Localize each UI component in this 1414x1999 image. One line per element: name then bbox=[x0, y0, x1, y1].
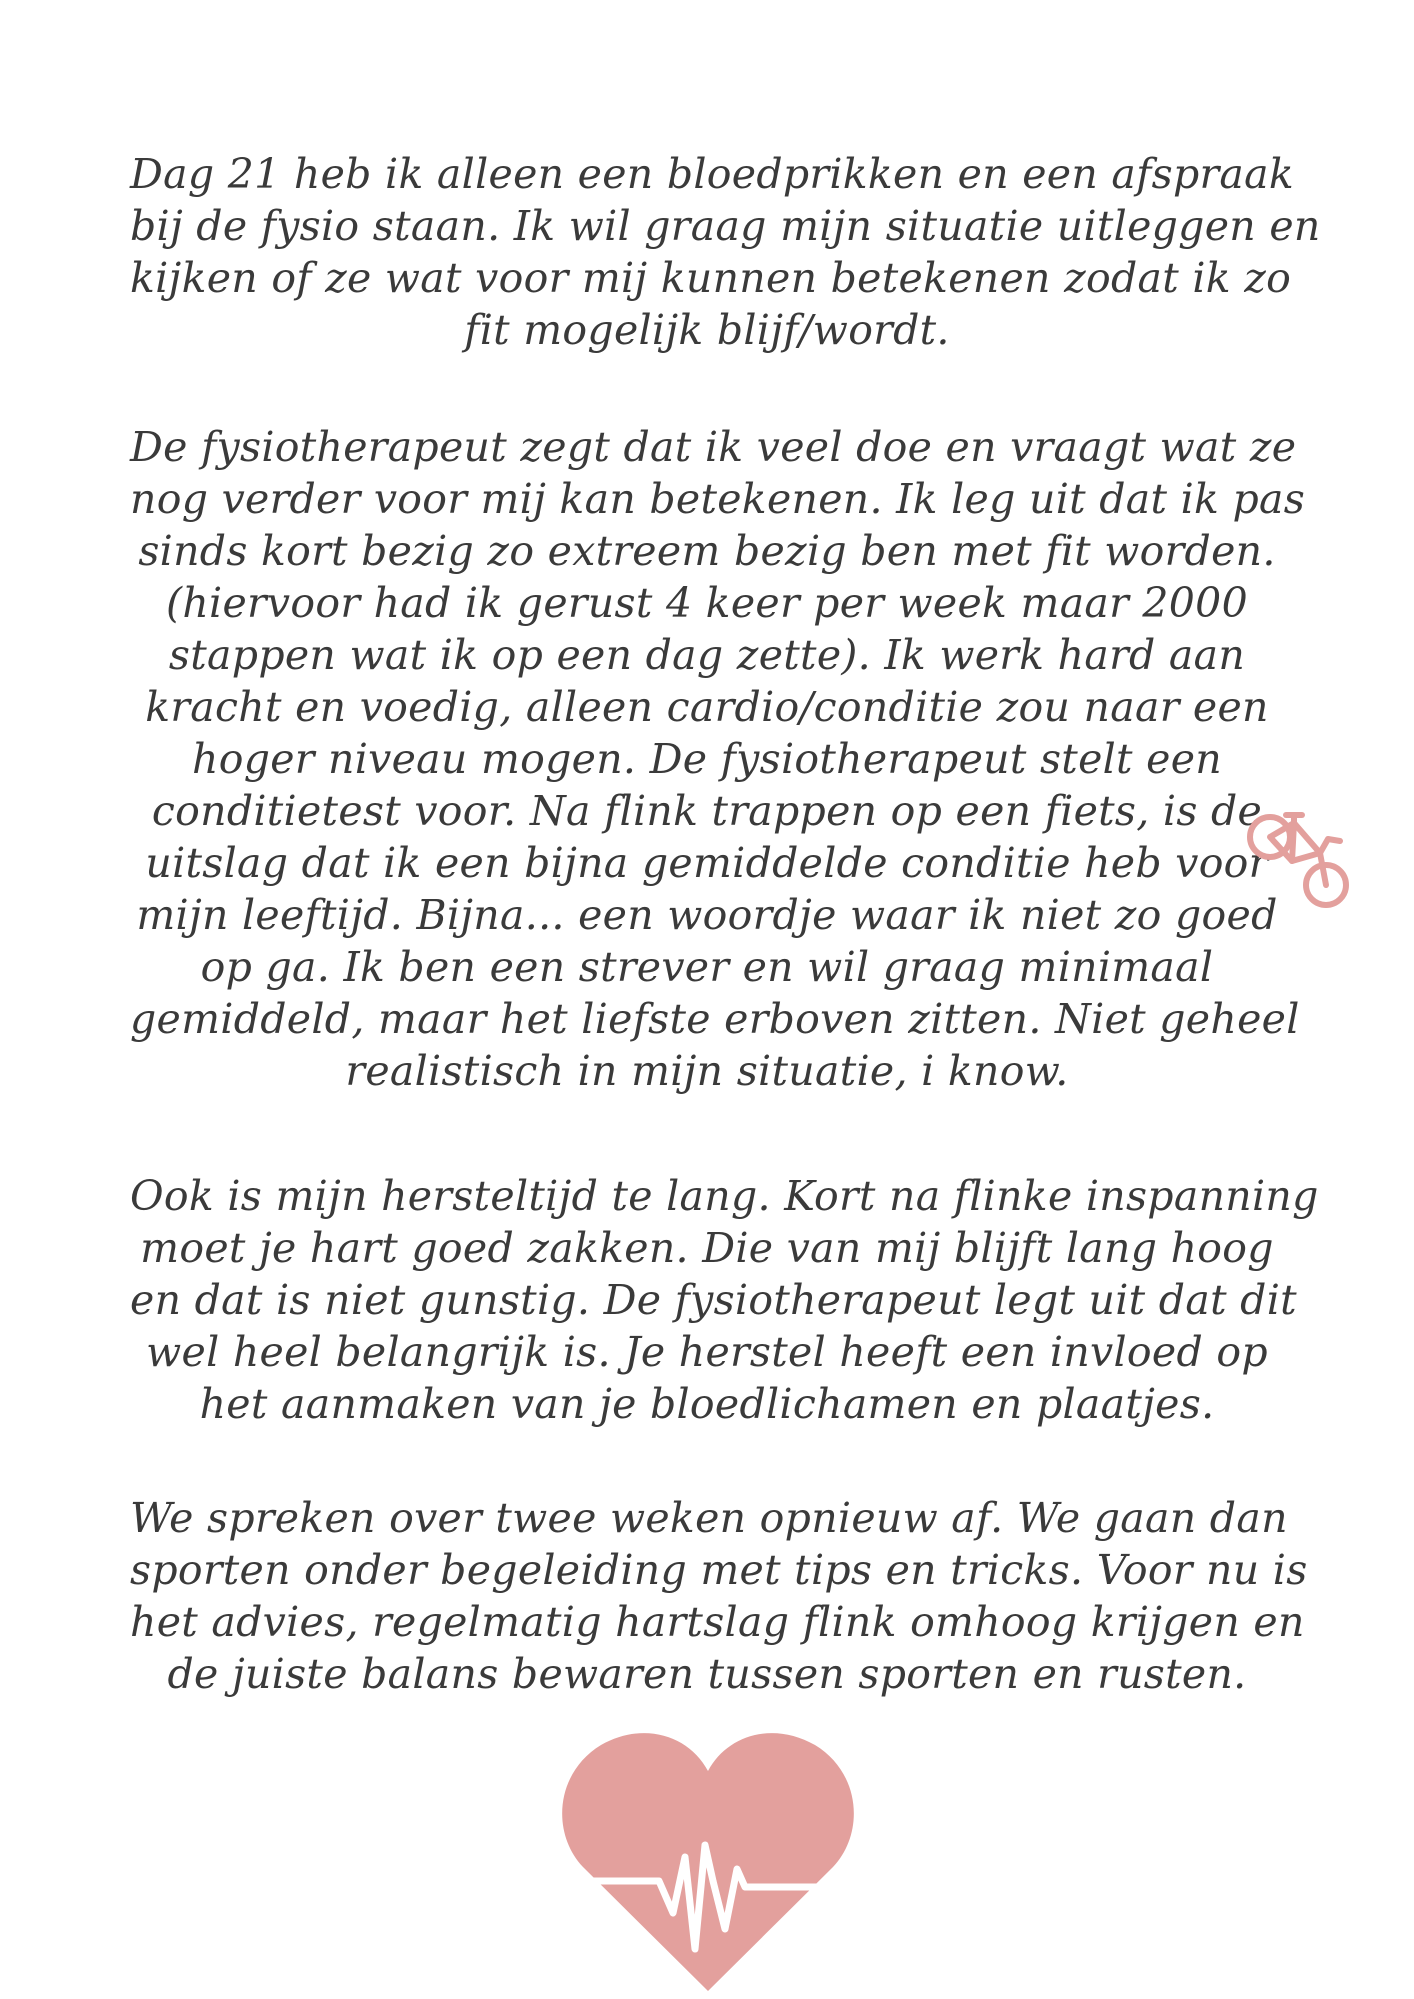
text-line: Ook is mijn hersteltijd te lang. Kort na flinke inspanning bbox=[130, 1172, 1319, 1220]
text-line: fit mogelijk blijf/wordt. bbox=[464, 306, 950, 354]
text-line: (hiervoor had ik gerust 4 keer per week maar 2000 bbox=[166, 579, 1248, 627]
bicycle-icon bbox=[1244, 803, 1354, 908]
text-line: sinds kort bezig zo extreem bezig ben met fit worden. bbox=[138, 527, 1276, 575]
text-line: bij de fysio staan. Ik wil graag mijn situatie uitleggen en bbox=[130, 202, 1321, 250]
text-line: We spreken over twee weken opnieuw af. We gaan dan bbox=[130, 1494, 1288, 1542]
text-line: Dag 21 heb ik alleen een bloedprikken en een afspraak bbox=[130, 150, 1295, 198]
text-line: De fysiotherapeut zegt dat ik veel doe en vraagt wat ze bbox=[130, 423, 1297, 471]
paragraph-3 bbox=[130, 1170, 1319, 1430]
text-line: het aanmaken van je bloedlichamen en plaatjes. bbox=[199, 1380, 1215, 1428]
text-line: realistisch in mijn situatie, i know. bbox=[345, 1047, 1069, 1095]
text-line: kracht en voedig, alleen cardio/conditie zou naar een bbox=[145, 683, 1269, 731]
text-line: conditietest voor. Na flink trappen op een fiets, is de bbox=[151, 787, 1263, 835]
text-line: kijken of ze wat voor mij kunnen betekenen zodat ik zo bbox=[130, 254, 1292, 302]
text-line: en dat is niet gunstig. De fysiotherapeut legt uit dat dit bbox=[130, 1276, 1297, 1324]
text-line: stappen wat ik op een dag zette). Ik werk hard aan bbox=[168, 631, 1246, 679]
text-line: gemiddeld, maar het liefste erboven zitten. Niet geheel bbox=[130, 995, 1300, 1043]
text-line: sporten onder begeleiding met tips en tricks. Voor nu is bbox=[130, 1546, 1308, 1594]
text-line: wel heel belangrijk is. Je herstel heeft een invloed op bbox=[146, 1328, 1268, 1376]
paragraph-1 bbox=[130, 148, 1321, 356]
heartbeat-icon bbox=[561, 1729, 855, 1991]
paragraph-4 bbox=[130, 1492, 1308, 1700]
text-line: mijn leeftijd. Bijna... een woordje waar ik niet zo goed bbox=[136, 891, 1278, 939]
text-line: op ga. Ik ben een strever en wil graag minimaal bbox=[200, 943, 1214, 991]
text-line: nog verder voor mij kan betekenen. Ik leg uit dat ik pas bbox=[130, 475, 1306, 523]
paragraph-2 bbox=[130, 421, 1306, 1097]
text-line: hoger niveau mogen. De fysiotherapeut stelt een bbox=[192, 735, 1222, 783]
text-line: het advies, regelmatig hartslag flink omhoog krijgen en bbox=[130, 1598, 1305, 1646]
text-line: moet je hart goed zakken. Die van mij blijft lang hoog bbox=[140, 1224, 1274, 1272]
text-line: de juiste balans bewaren tussen sporten en rusten. bbox=[167, 1650, 1247, 1698]
text-line: uitslag dat ik een bijna gemiddelde conditie heb voor bbox=[145, 839, 1269, 887]
